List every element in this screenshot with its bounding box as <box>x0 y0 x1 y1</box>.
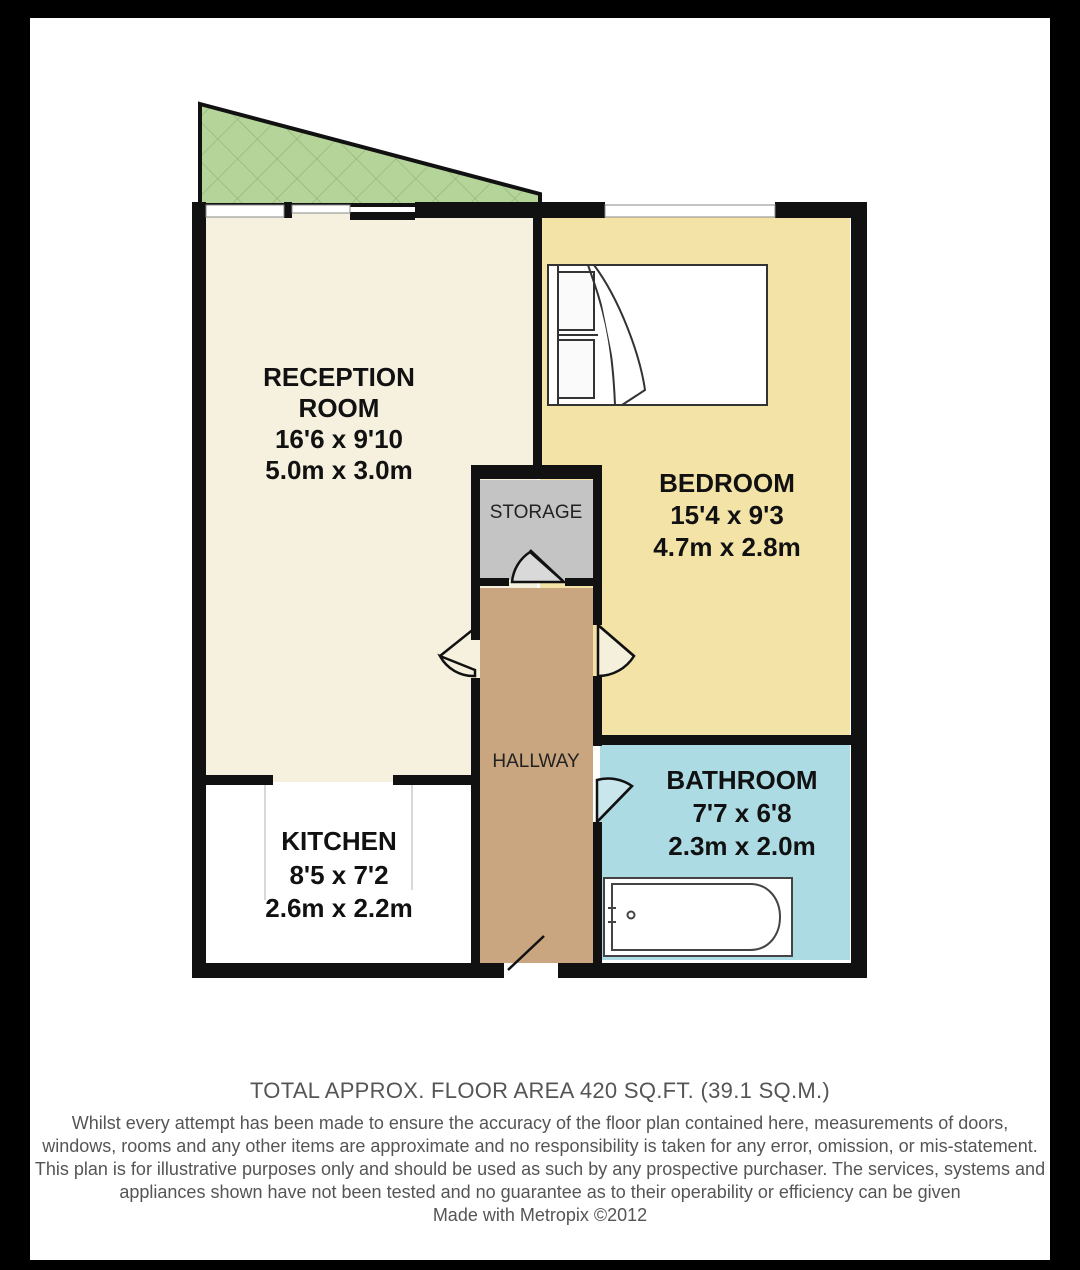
reception-name-line1: RECEPTION <box>263 362 415 392</box>
hallway-label: HALLWAY <box>492 751 580 772</box>
bedroom-name: BEDROOM <box>659 468 795 498</box>
bedroom-label <box>653 468 800 562</box>
reception-imperial: 16'6 x 9'10 <box>274 424 404 454</box>
reception-metric: 5.0m x 3.0m <box>265 455 413 485</box>
bed <box>548 265 767 405</box>
storage-label: STORAGE <box>489 502 583 523</box>
reception-name-line2: ROOM <box>298 393 380 423</box>
bathroom-imperial: 7'7 x 6'8 <box>692 798 792 828</box>
kitchen-imperial: 8'5 x 7'2 <box>289 860 389 890</box>
metropix-credit: Made with Metropix ©2012 <box>432 1205 648 1225</box>
plan-footer <box>30 1078 1050 1227</box>
balcony <box>200 104 540 205</box>
total-floor-area: TOTAL APPROX. FLOOR AREA 420 SQ.FT. (39.1 SQ.M.) <box>249 1078 831 1103</box>
bath <box>604 878 792 956</box>
bathroom-metric: 2.3m x 2.0m <box>668 831 816 861</box>
hallway-area <box>480 588 593 963</box>
kitchen-metric: 2.6m x 2.2m <box>265 893 413 923</box>
kitchen-name: KITCHEN <box>281 826 397 856</box>
bedroom-metric: 4.7m x 2.8m <box>653 532 801 562</box>
disclaimer-text: Whilst every attempt has been made to ensure the accuracy of the floor plan contained here, measurements of doors, windows, rooms and any other items are approximate and no responsibility is taken for any error, omission, or mis-statement. This plan is for illustrative purposes only and should be used as such by any prospective purchaser. The services, systems and appliances shown have not been tested and no guarantee as to their operability or efficiency can be given <box>34 1113 1046 1202</box>
bathroom-name: BATHROOM <box>666 765 818 795</box>
reception-room-label <box>263 362 415 485</box>
bedroom-imperial: 15'4 x 9'3 <box>670 500 784 530</box>
